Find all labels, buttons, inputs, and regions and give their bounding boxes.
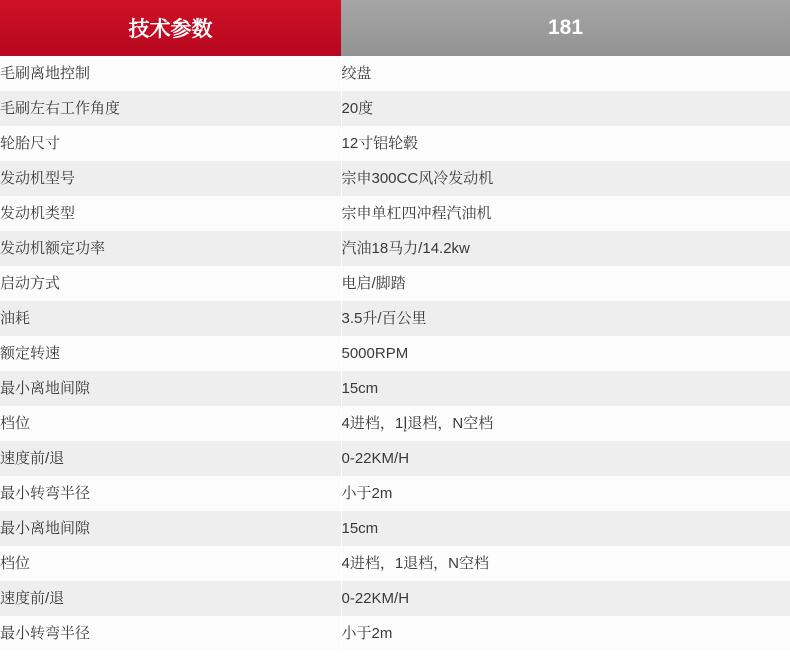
table-row	[0, 476, 790, 511]
spec-label: 档位	[0, 546, 341, 581]
spec-label: 发动机型号	[0, 161, 341, 196]
spec-value: 0-22KM/H	[341, 441, 790, 476]
spec-label: 毛刷离地控制	[0, 56, 341, 91]
table-row	[0, 301, 790, 336]
spec-value: 宗申300CC风冷发动机	[341, 161, 790, 196]
table-row	[0, 126, 790, 161]
table-row	[0, 441, 790, 476]
spec-label: 发动机类型	[0, 196, 341, 231]
table-row	[0, 511, 790, 546]
spec-value: 20度	[341, 91, 790, 126]
table-row	[0, 91, 790, 126]
table-row	[0, 196, 790, 231]
spec-value: 小于2m	[341, 616, 790, 651]
table-body	[0, 56, 790, 651]
spec-value: 小于2m	[341, 476, 790, 511]
spec-label: 档位	[0, 406, 341, 441]
header-value-cell: 181	[341, 0, 790, 56]
spec-value: 5000RPM	[341, 336, 790, 371]
spec-label: 最小转弯半径	[0, 476, 341, 511]
spec-label: 速度前/退	[0, 441, 341, 476]
table-row	[0, 581, 790, 616]
spec-value: 3.5升/百公里	[341, 301, 790, 336]
spec-value: 汽油18马力/14.2kw	[341, 231, 790, 266]
table-row	[0, 406, 790, 441]
spec-label: 额定转速	[0, 336, 341, 371]
spec-label: 速度前/退	[0, 581, 341, 616]
table-row	[0, 161, 790, 196]
spec-label: 最小离地间隙	[0, 511, 341, 546]
spec-value: 12寸铝轮毂	[341, 126, 790, 161]
spec-value: 宗申单杠四冲程汽油机	[341, 196, 790, 231]
spec-value: 4进档，1退档，N空档	[341, 546, 790, 581]
spec-value: 电启/脚踏	[341, 266, 790, 301]
table-row	[0, 266, 790, 301]
table-header-row	[0, 0, 790, 56]
spec-label: 最小转弯半径	[0, 616, 341, 651]
spec-label: 毛刷左右工作角度	[0, 91, 341, 126]
spec-value: 15cm	[341, 371, 790, 406]
table-row	[0, 546, 790, 581]
spec-value: 绞盘	[341, 56, 790, 91]
spec-value: 0-22KM/H	[341, 581, 790, 616]
spec-label: 启动方式	[0, 266, 341, 301]
table-row	[0, 336, 790, 371]
spec-label: 油耗	[0, 301, 341, 336]
spec-label: 最小离地间隙	[0, 371, 341, 406]
spec-label: 发动机额定功率	[0, 231, 341, 266]
table-row	[0, 56, 790, 91]
spec-value: 15cm	[341, 511, 790, 546]
table-row	[0, 231, 790, 266]
table-row	[0, 616, 790, 651]
spec-value: 4进档，1إ退档，N空档	[341, 406, 790, 441]
header-label-cell: 技术参数	[0, 0, 341, 56]
table-row	[0, 371, 790, 406]
spec-label: 轮胎尺寸	[0, 126, 341, 161]
